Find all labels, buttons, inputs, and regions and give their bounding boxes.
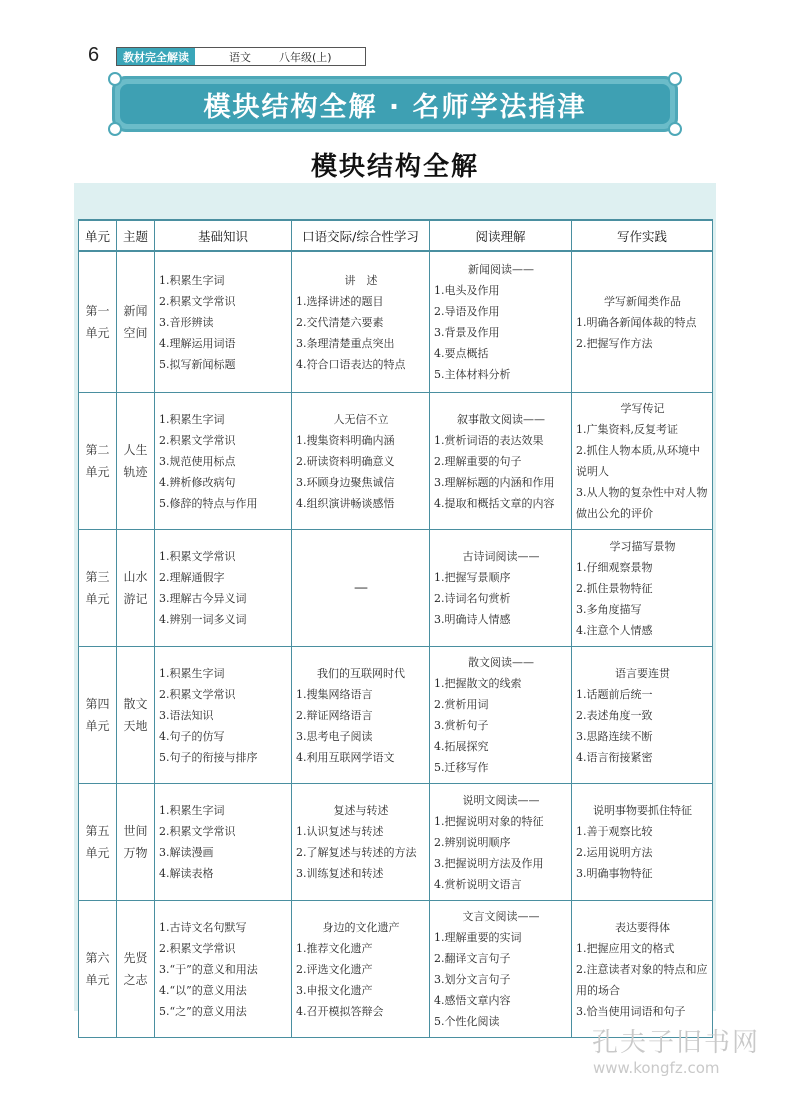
banner-corner-dot xyxy=(108,72,122,86)
list-item: 2.把握写作方法 xyxy=(576,336,653,350)
basic-knowledge-cell xyxy=(155,251,292,393)
unit-cell xyxy=(79,530,117,647)
theme-label: 新闻空间 xyxy=(123,304,148,340)
list-item: 2.了解复述与转述的方法 xyxy=(296,846,417,859)
list-item: 2.交代清楚六要素 xyxy=(296,315,384,329)
banner-title: 模块结构全解 · 名师学法指津 xyxy=(120,84,670,124)
writing-cell-title: 学写新闻类作品 xyxy=(604,294,681,308)
theme-cell xyxy=(117,530,155,647)
subject-label: 语文 xyxy=(229,50,251,64)
theme-label: 散文天地 xyxy=(123,697,148,733)
unit-cell xyxy=(79,901,117,1038)
writing-cell xyxy=(572,784,713,901)
list-item: 3.背景及作用 xyxy=(434,326,500,339)
list-item: 2.表述角度一致 xyxy=(576,708,653,722)
list-item: 3.明确诗人情感 xyxy=(434,613,511,626)
reading-cell-title: 古诗词阅读—— xyxy=(462,550,540,563)
table-header-row xyxy=(79,220,713,251)
unit-label: 第六单元 xyxy=(85,951,110,987)
oral-activity-cell xyxy=(292,901,430,1038)
theme-label: 山水游记 xyxy=(123,570,148,606)
list-item: 2.研读资料明确意义 xyxy=(296,454,395,468)
theme-label: 世间万物 xyxy=(123,824,148,860)
list-item: 4.辨析修改病句 xyxy=(159,475,236,489)
unit-label: 第二单元 xyxy=(85,443,110,479)
list-item: 5.“之”的意义用法 xyxy=(159,1004,247,1018)
writing-cell xyxy=(572,251,713,393)
oral-activity-cell xyxy=(292,251,430,393)
list-item: 3.语法知识 xyxy=(159,708,214,722)
unit-label: 第三单元 xyxy=(85,570,110,606)
list-item: 1.搜集网络语言 xyxy=(296,687,373,701)
column-header-oral: 口语交际/综合性学习 xyxy=(292,220,430,251)
list-item: 1.把握说明对象的特征 xyxy=(434,814,544,828)
oral-activity-cell-title: 复述与转述 xyxy=(333,804,389,817)
oral-activity-cell xyxy=(292,784,430,901)
watermark-logo-text: 孔夫子旧书网 xyxy=(592,1028,761,1058)
reading-cell-title: 文言文阅读—— xyxy=(462,910,540,923)
writing-cell xyxy=(572,530,713,647)
unit-label: 第五单元 xyxy=(85,824,110,860)
list-item: 4.赏析说明文语言 xyxy=(434,877,522,891)
oral-activity-cell xyxy=(292,647,430,784)
running-header xyxy=(116,47,366,66)
writing-cell xyxy=(572,901,713,1038)
list-item: 5.修辞的特点与作用 xyxy=(159,496,258,510)
list-item: 4.解读表格 xyxy=(159,867,214,880)
list-item: 1.古诗文名句默写 xyxy=(159,920,247,934)
list-item: 2.赏析用词 xyxy=(434,698,489,711)
unit-cell xyxy=(79,784,117,901)
oral-activity-cell-title: 讲 述 xyxy=(344,273,378,287)
list-item: 4.拓展探究 xyxy=(434,740,489,753)
reading-cell xyxy=(430,530,572,647)
list-item: 4.利用互联网学语文 xyxy=(296,750,395,764)
list-item: 3.明确事物特征 xyxy=(576,867,653,880)
list-item: 2.辨别说明顺序 xyxy=(434,835,511,849)
list-item: 3.理解标题的内涵和作用 xyxy=(434,475,555,489)
list-item: 4.组织演讲畅谈感悟 xyxy=(296,496,395,510)
list-item: 1.广集资料,反复考证 xyxy=(576,423,678,436)
list-item: 5.句子的衔接与排序 xyxy=(159,750,258,764)
grade-label: 八年级(上) xyxy=(279,50,332,64)
list-item: 3.条理清楚重点突出 xyxy=(296,336,395,350)
list-item: 3.训练复述和转述 xyxy=(296,867,384,880)
list-item: 1.把握散文的线索 xyxy=(434,677,522,690)
list-item: 4.注意个人情感 xyxy=(576,623,653,637)
reading-cell-title: 散文阅读—— xyxy=(468,656,534,669)
banner-corner-dot xyxy=(108,122,122,136)
list-item: 2.积累文学常识 xyxy=(159,825,236,838)
list-item: 3.申报文化遗产 xyxy=(296,983,373,997)
list-item: 2.理解重要的句子 xyxy=(434,454,522,468)
watermark-url: www.kongfz.com xyxy=(593,1059,720,1077)
oral-activity-cell xyxy=(292,393,430,530)
unit-cell xyxy=(79,647,117,784)
list-item: 4.召开模拟答辩会 xyxy=(296,1004,384,1018)
module-structure-table xyxy=(78,219,713,1038)
list-item: 2.抓住景物特征 xyxy=(576,581,653,595)
table-row xyxy=(79,530,713,647)
list-item: 2.积累文学常识 xyxy=(159,433,236,447)
list-item: 1.善于观察比较 xyxy=(576,825,653,838)
list-item: 1.搜集资料明确内涵 xyxy=(296,433,395,447)
list-item: 1.推荐文化遗产 xyxy=(296,941,373,955)
list-item: 2.抓住人物本质,从环境中说明人 xyxy=(576,444,700,478)
list-item: 1.认识复述与转述 xyxy=(296,825,384,838)
list-item: 1.仔细观察景物 xyxy=(576,560,653,574)
unit-cell xyxy=(79,393,117,530)
list-item: 3.从人物的复杂性中对人物做出公允的评价 xyxy=(576,486,708,520)
basic-knowledge-cell xyxy=(155,901,292,1038)
oral-activity-cell-title: 我们的互联网时代 xyxy=(317,666,405,680)
list-item: 3.规范使用标点 xyxy=(159,454,236,468)
list-item: 3.思考电子阅读 xyxy=(296,729,373,743)
theme-cell xyxy=(117,251,155,393)
table-row xyxy=(79,647,713,784)
list-item: 1.积累文学常识 xyxy=(159,550,236,563)
reading-cell-title: 叙事散文阅读—— xyxy=(457,412,545,426)
list-item: 4.感悟文章内容 xyxy=(434,994,511,1007)
list-item: 3.理解古今异义词 xyxy=(159,592,247,605)
list-item: 3.解读漫画 xyxy=(159,846,214,859)
list-item: 3.环顾身边聚焦诚信 xyxy=(296,475,395,489)
page-number: 6 xyxy=(88,44,100,66)
basic-knowledge-cell xyxy=(155,647,292,784)
list-item: 3.恰当使用词语和句子 xyxy=(576,1004,686,1018)
theme-label: 人生轨迹 xyxy=(123,443,148,479)
writing-cell xyxy=(572,393,713,530)
list-item: 2.积累文学常识 xyxy=(159,941,236,955)
list-item: 2.评选文化遗产 xyxy=(296,962,373,976)
list-item: 2.运用说明方法 xyxy=(576,846,653,859)
table-row xyxy=(79,393,713,530)
unit-cell xyxy=(79,251,117,393)
chapter-banner xyxy=(112,76,678,132)
list-item: 1.赏析词语的表达效果 xyxy=(434,433,544,447)
theme-cell xyxy=(117,784,155,901)
list-item: 4.提取和概括文章的内容 xyxy=(434,496,555,510)
column-header-writing: 写作实践 xyxy=(572,220,713,251)
writing-cell-title: 学习描写景物 xyxy=(609,539,676,553)
list-item: 2.积累文学常识 xyxy=(159,294,236,308)
list-item: 1.把握应用文的格式 xyxy=(576,941,675,955)
reading-cell-title: 新闻阅读—— xyxy=(468,263,534,276)
writing-cell-title: 表达要得体 xyxy=(615,920,670,934)
list-item: 5.主体材料分析 xyxy=(434,368,511,381)
list-item: 3.思路连续不断 xyxy=(576,729,653,743)
column-header-reading: 阅读理解 xyxy=(430,220,572,251)
basic-knowledge-cell xyxy=(155,530,292,647)
theme-cell xyxy=(117,647,155,784)
banner-corner-dot xyxy=(668,122,682,136)
list-item: 3.多角度描写 xyxy=(576,602,642,616)
basic-knowledge-cell xyxy=(155,784,292,901)
list-item: 3.音形辨读 xyxy=(159,315,214,329)
oral-activity-cell-title: 人无信不立 xyxy=(333,412,389,426)
theme-cell xyxy=(117,901,155,1038)
list-item: 5.迁移写作 xyxy=(434,761,489,774)
reading-cell xyxy=(430,251,572,393)
section-title: 模块结构全解 xyxy=(310,152,479,182)
list-item: 2.导语及作用 xyxy=(434,305,500,318)
list-item: 3.把握说明方法及作用 xyxy=(434,856,544,870)
list-item: 3.划分文言句子 xyxy=(434,973,511,986)
list-item: 4.理解运用词语 xyxy=(159,336,236,350)
reading-cell xyxy=(430,393,572,530)
column-header-unit: 单元 xyxy=(79,220,117,251)
list-item: 1.积累生字词 xyxy=(159,804,225,817)
table-row xyxy=(79,901,713,1038)
list-item: 4.要点概括 xyxy=(434,347,489,360)
list-item: 3.“于”的意义和用法 xyxy=(159,962,258,976)
basic-knowledge-cell xyxy=(155,393,292,530)
list-item: — xyxy=(354,579,368,596)
column-header-basic: 基础知识 xyxy=(155,220,292,251)
oral-activity-cell xyxy=(292,530,430,647)
writing-cell-title: 说明事物要抓住特征 xyxy=(593,804,692,817)
list-item: 2.理解通假字 xyxy=(159,571,225,584)
list-item: 2.注意读者对象的特点和应用的场合 xyxy=(576,962,708,997)
list-item: 2.诗词名句赏析 xyxy=(434,592,511,605)
list-item: 4.辨别一词多义词 xyxy=(159,613,247,626)
oral-activity-cell-title: 身边的文化遗产 xyxy=(322,920,400,934)
reading-cell-title: 说明文阅读—— xyxy=(462,793,540,807)
theme-label: 先贤之志 xyxy=(123,951,148,987)
list-item: 3.赏析句子 xyxy=(434,719,489,732)
list-item: 1.理解重要的实词 xyxy=(434,931,522,944)
list-item: 5.个性化阅读 xyxy=(434,1015,500,1028)
list-item: 2.翻译文言句子 xyxy=(434,952,511,965)
list-item: 4.语言衔接紧密 xyxy=(576,750,653,764)
reading-cell xyxy=(430,647,572,784)
writing-cell-title: 语言要连贯 xyxy=(615,666,670,680)
list-item: 1.积累生字词 xyxy=(159,412,225,426)
list-item: 1.选择讲述的题目 xyxy=(296,294,384,308)
list-item: 1.明确各新闻体裁的特点 xyxy=(576,315,697,329)
list-item: 4.句子的仿写 xyxy=(159,729,225,743)
unit-label: 第四单元 xyxy=(85,697,110,733)
table-row xyxy=(79,784,713,901)
list-item: 5.拟写新闻标题 xyxy=(159,357,236,371)
list-item: 2.辩证网络语言 xyxy=(296,708,373,722)
series-tag: 教材完全解读 xyxy=(117,48,195,65)
list-item: 4.符合口语表达的特点 xyxy=(296,357,406,371)
list-item: 1.积累生字词 xyxy=(159,273,225,287)
list-item: 1.话题前后统一 xyxy=(576,687,653,701)
list-item: 1.把握写景顺序 xyxy=(434,571,511,584)
writing-cell-title: 学写传记 xyxy=(620,402,665,415)
list-item: 2.积累文学常识 xyxy=(159,687,236,701)
table-row xyxy=(79,251,713,393)
unit-label: 第一单元 xyxy=(85,304,110,340)
theme-cell xyxy=(117,393,155,530)
writing-cell xyxy=(572,647,713,784)
reading-cell xyxy=(430,901,572,1038)
list-item: 1.积累生字词 xyxy=(159,666,225,680)
reading-cell xyxy=(430,784,572,901)
list-item: 4.“以”的意义用法 xyxy=(159,983,247,997)
list-item: 1.电头及作用 xyxy=(434,284,500,297)
column-header-theme: 主题 xyxy=(117,220,155,251)
banner-corner-dot xyxy=(668,72,682,86)
